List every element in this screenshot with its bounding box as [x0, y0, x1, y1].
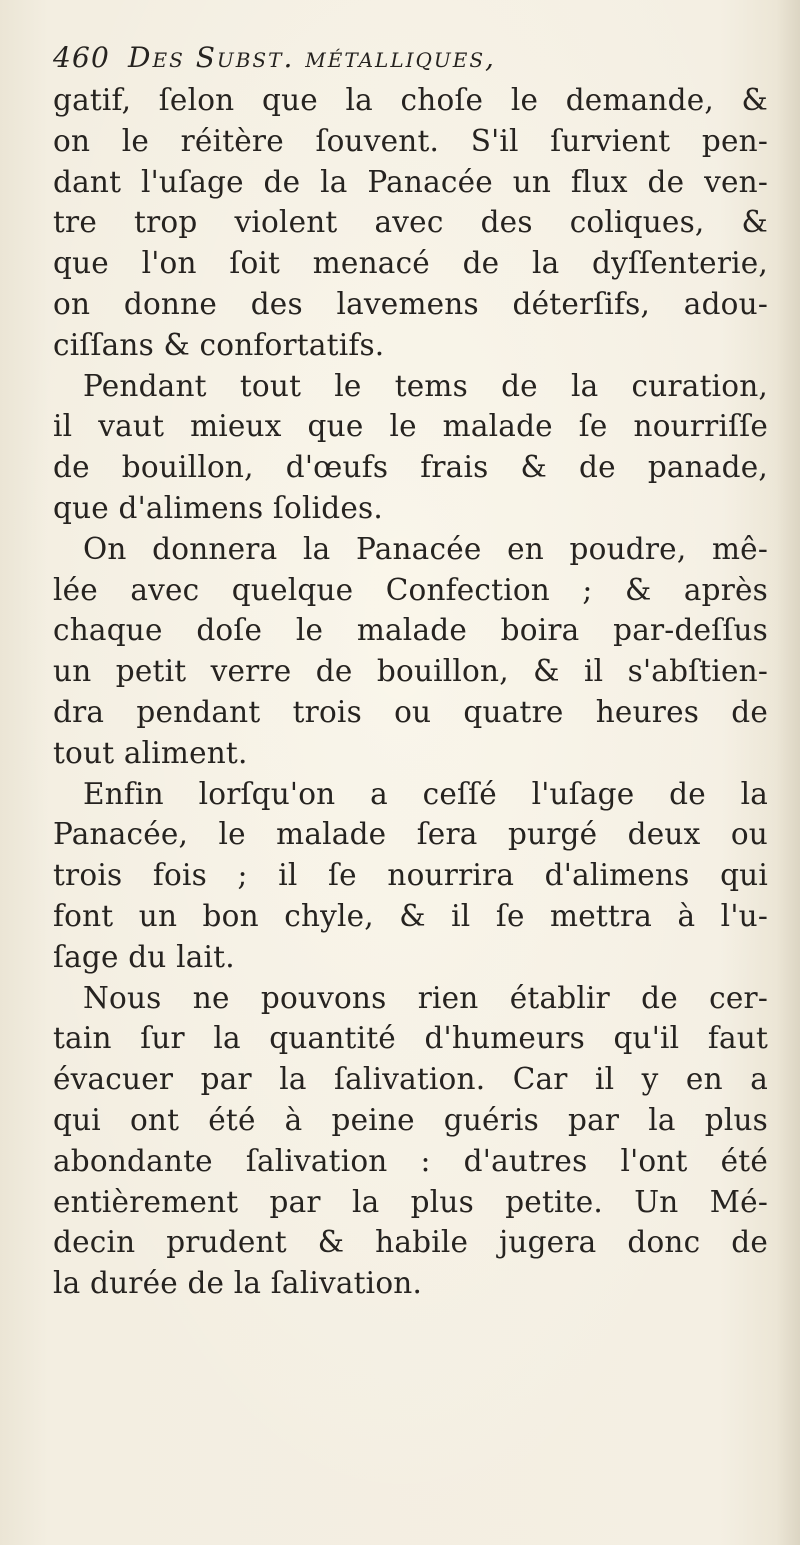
text-line: de bouillon, d'œufs frais & de panade, [53, 450, 768, 485]
page-number: 460 [53, 41, 111, 74]
text-line: entièrement par la plus petite. Un Mé- [53, 1184, 768, 1219]
running-header [53, 38, 768, 80]
text-line: tre trop violent avec des coliques, & [53, 205, 768, 240]
text-line: dant l'uſage de la Panacée un flux de ven- [53, 164, 768, 199]
text-line: que d'alimens ſolides. [53, 490, 383, 525]
text-line: abondante ſalivation : d'autres l'ont été [53, 1143, 768, 1178]
page-text [53, 38, 768, 1304]
text-line: un petit verre de bouillon, & il s'abſtien- [53, 654, 768, 689]
text-line: qui ont été à peine guéris par la plus [53, 1102, 768, 1137]
text-line: évacuer par la ſalivation. Car il y en a [53, 1062, 768, 1097]
text-line: chaque doſe le malade boira par-deſſus [53, 613, 768, 648]
text-line: ciſſans & confortatifs. [53, 327, 385, 362]
body-text [53, 80, 768, 1304]
running-title: Des Subst. métalliques, [128, 41, 496, 74]
text-line: tout aliment. [53, 735, 248, 770]
text-line: On donnera la Panacée en poudre, mê- [83, 531, 768, 566]
text-line: Nous ne pouvons rien établir de cer- [83, 980, 768, 1015]
text-line: trois fois ; il ſe nourrira d'alimens qui [53, 858, 768, 893]
text-line: la durée de la ſalivation. [53, 1266, 423, 1301]
text-line: tain ſur la quantité d'humeurs qu'il faut [53, 1021, 768, 1056]
text-line: gatif, ſelon que la choſe le demande, & [53, 83, 768, 117]
text-line: on donne des lavemens déterſifs, adou- [53, 286, 768, 321]
text-line: decin prudent & habile jugera donc de [53, 1225, 768, 1260]
text-line: dra pendant trois ou quatre heures de [53, 694, 768, 729]
text-line: font un bon chyle, & il ſe mettra à l'u- [53, 898, 768, 933]
text-line: ſage du lait. [53, 939, 235, 974]
text-line: lée avec quelque Confection ; & après [53, 572, 768, 607]
text-line: il vaut mieux que le malade ſe nourriſſe [53, 409, 768, 444]
text-line: que l'on ſoit menacé de la dyſſenterie, [53, 246, 768, 281]
text-line: on le réitère ſouvent. S'il ſurvient pen- [53, 123, 768, 158]
text-line: Pendant tout le tems de la curation, [83, 368, 768, 403]
text-line: Enfin lorſqu'on a ceſſé l'uſage de la [83, 776, 768, 811]
text-line: Panacée, le malade ſera purgé deux ou [53, 817, 768, 852]
